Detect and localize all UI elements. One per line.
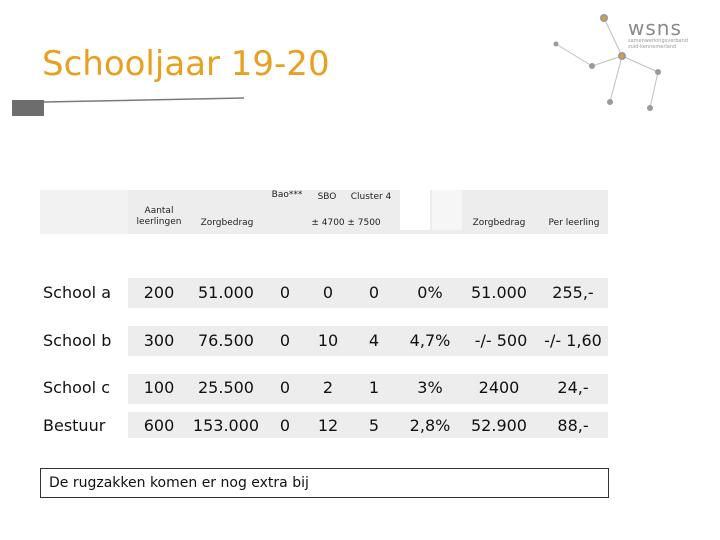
cell-per-leerling: 88,-	[557, 416, 589, 435]
header-cluster4: Cluster 4	[350, 192, 392, 202]
row-label: School b	[43, 331, 112, 350]
table-header-corner	[40, 190, 128, 234]
cell-zorgbedrag-2: 2400	[478, 378, 520, 397]
header-bao: Bao***	[271, 190, 303, 200]
row-label: Bestuur	[43, 416, 106, 435]
cell-sbo: 0	[322, 283, 334, 302]
cell-aantal: 200	[143, 283, 175, 302]
cell-bao: 0	[279, 416, 291, 435]
cell-percent: 4,7%	[409, 331, 451, 350]
logo-subtitle: samenwerkingsverband zuid-kennemerland	[628, 38, 688, 50]
cell-zorgbedrag-2: 52.900	[471, 416, 527, 435]
cell-zorgbedrag-2: 51.000	[471, 283, 527, 302]
cell-percent: 2,8%	[409, 416, 451, 435]
logo-wordmark: wsns	[628, 16, 682, 40]
cell-zorgbedrag: 153.000	[192, 416, 260, 435]
header-zorgbedrag: Zorgbedrag	[200, 218, 254, 228]
header-cluster4-amount: ± 7500	[347, 218, 381, 228]
cell-per-leerling: 24,-	[557, 378, 589, 397]
note-text: De rugzakken komen er nog extra bij	[49, 475, 309, 491]
header-sbo-amount: ± 4700	[311, 218, 345, 228]
cell-zorgbedrag-2: -/- 500	[474, 331, 528, 350]
slide-title: Schooljaar 19-20	[42, 44, 330, 84]
title-underline	[12, 96, 247, 120]
cell-bao: 0	[279, 378, 291, 397]
cell-percent: 3%	[417, 378, 443, 397]
cell-cluster4: 5	[368, 416, 380, 435]
cell-zorgbedrag: 25.500	[198, 378, 254, 397]
header-zorgbedrag-2: Zorgbedrag	[472, 218, 526, 228]
cell-cluster4: 1	[368, 378, 380, 397]
cell-cluster4: 4	[368, 331, 380, 350]
cell-sbo: 10	[317, 331, 339, 350]
cell-bao: 0	[279, 283, 291, 302]
cell-percent: 0%	[417, 283, 443, 302]
note-box	[40, 468, 609, 498]
cell-zorgbedrag: 76.500	[198, 331, 254, 350]
cell-cluster4: 0	[368, 283, 380, 302]
header-gap-a	[400, 190, 430, 230]
cell-per-leerling: -/- 1,60	[544, 331, 602, 350]
cell-zorgbedrag: 51.000	[198, 283, 254, 302]
cell-sbo: 12	[317, 416, 339, 435]
cell-bao: 0	[279, 331, 291, 350]
row-label: School c	[43, 378, 110, 397]
cell-per-leerling: 255,-	[552, 283, 594, 302]
header-aantal-leerlingen: Aantal leerlingen	[136, 206, 182, 227]
header-sbo: SBO	[317, 192, 337, 202]
header-per-leerling: Per leerling	[548, 218, 600, 228]
cell-aantal: 300	[143, 331, 175, 350]
cell-aantal: 600	[143, 416, 175, 435]
row-label: School a	[43, 283, 112, 302]
cell-aantal: 100	[143, 378, 175, 397]
header-gap-b	[432, 190, 462, 230]
cell-sbo: 2	[322, 378, 334, 397]
